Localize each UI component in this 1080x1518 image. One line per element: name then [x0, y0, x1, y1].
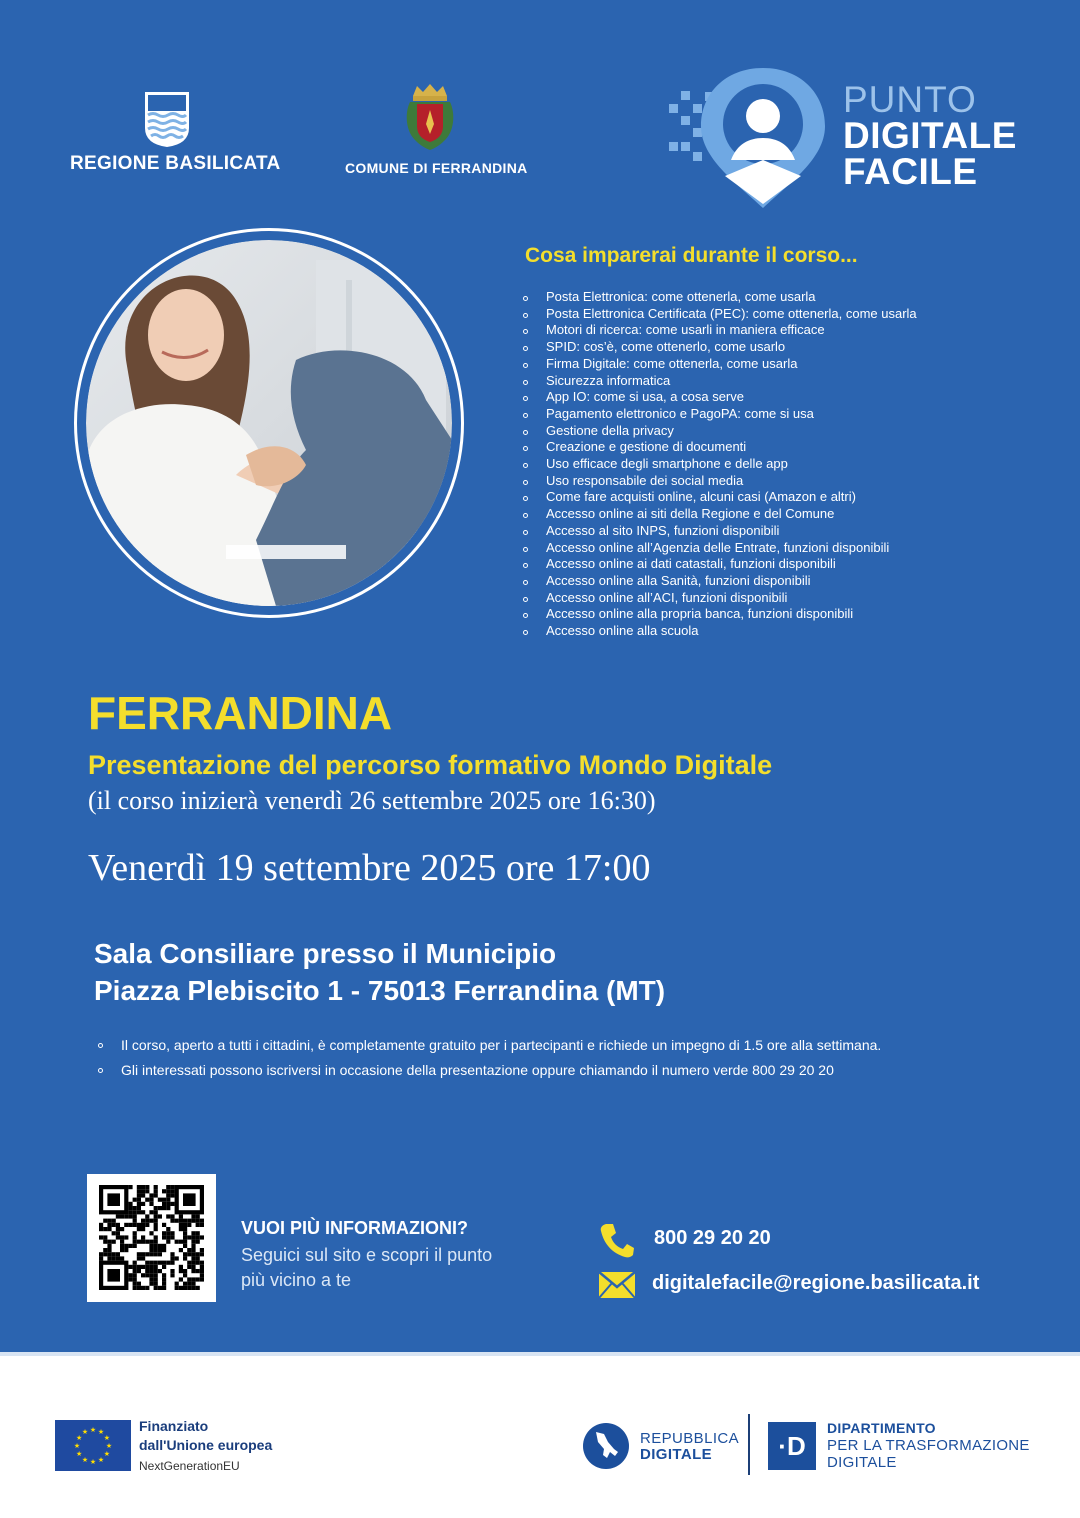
- brand-line-2: DIGITALE: [843, 115, 1017, 156]
- eu-funding-line-1: Finanziato: [139, 1418, 209, 1434]
- city-title: FERRANDINA: [88, 687, 393, 739]
- venue-address: Piazza Plebiscito 1 - 75013 Ferrandina (MT): [94, 975, 666, 1006]
- eu-flag-icon: [55, 1420, 131, 1471]
- course-topic-item: Accesso online alla propria banca, funzioni disponibili: [520, 606, 917, 623]
- repubblica-digitale-line-1: REPUBBLICA: [640, 1430, 740, 1447]
- brand-line-1: PUNTO: [843, 79, 977, 120]
- phone-number[interactable]: 800 29 20 20: [654, 1227, 771, 1249]
- eu-funding-line-3: NextGenerationEU: [139, 1459, 240, 1473]
- course-topic-item: Come fare acquisti online, alcuni casi (Amazon e altri): [520, 489, 917, 506]
- more-info-text: [241, 1243, 492, 1293]
- footer-logo-divider: [748, 1414, 750, 1475]
- eu-star-icon: ★: [97, 1428, 105, 1437]
- more-info-line: più vicino a te: [241, 1270, 352, 1290]
- course-topic-item: Motori di ricerca: come usarli in maniera efficace: [520, 322, 917, 339]
- course-topic-item: Creazione e gestione di documenti: [520, 439, 917, 456]
- qr-code[interactable]: [87, 1174, 216, 1302]
- note-item: Il corso, aperto a tutti i cittadini, è completamente gratuito per i partecipanti e richiede un impegno di 1.5 ore alla settimana.: [95, 1033, 881, 1058]
- course-topic-item: Sicurezza informatica: [520, 373, 917, 390]
- course-start-note: (il corso inizierà venerdì 26 settembre 2025 ore 16:30): [88, 786, 656, 815]
- more-info-line: Seguici sul sito e scopri il punto: [241, 1245, 493, 1265]
- region-label: REGIONE BASILICATA: [70, 153, 281, 174]
- course-topic-item: Firma Digitale: come ottenerla, come usarla: [520, 356, 917, 373]
- woman-fist-bump-photo: [86, 240, 452, 606]
- dtd-line-3: DIGITALE: [827, 1454, 897, 1471]
- course-topic-item: Accesso online ai siti della Regione e del Comune: [520, 506, 917, 523]
- mail-icon: [598, 1271, 636, 1299]
- dtd-logo-icon: [768, 1422, 816, 1470]
- course-topic-item: Accesso al sito INPS, funzioni disponibili: [520, 523, 917, 540]
- event-subtitle: Presentazione del percorso formativo Mondo Digitale: [88, 750, 773, 780]
- eu-star-icon: ★: [105, 1442, 113, 1450]
- punto-digitale-facile-logo: [843, 79, 1017, 192]
- dtd-line-1: DIPARTIMENTO: [827, 1420, 936, 1436]
- course-topic-item: Accesso online ai dati catastali, funzioni disponibili: [520, 556, 917, 573]
- eu-star-icon: ★: [89, 1458, 97, 1466]
- eu-star-icon: ★: [89, 1426, 97, 1434]
- course-topic-item: Posta Elettronica Certificata (PEC): come ottenerla, come usarla: [520, 306, 917, 323]
- eu-star-icon: ★: [81, 1455, 89, 1464]
- repubblica-digitale-line-2: DIGITALE: [640, 1446, 713, 1463]
- dtd-logo-letter: ·D: [778, 1430, 806, 1461]
- course-topics-list: [520, 289, 917, 640]
- course-topic-item: Gestione della privacy: [520, 423, 917, 440]
- course-topic-item: Uso responsabile dei social media: [520, 473, 917, 490]
- course-topic-item: Posta Elettronica: come ottenerla, come usarla: [520, 289, 917, 306]
- eu-star-icon: ★: [103, 1434, 110, 1442]
- event-date: Venerdì 19 settembre 2025 ore 17:00: [88, 847, 651, 889]
- eu-star-icon: ★: [73, 1442, 81, 1450]
- municipality-label: COMUNE DI FERRANDINA: [345, 160, 528, 176]
- event-notes-list: [95, 1033, 881, 1083]
- note-item: Gli interessati possono iscriversi in occasione della presentazione oppure chiamando il numero verde 800 29 20 20: [95, 1058, 881, 1083]
- dtd-line-2: PER LA TRASFORMAZIONE: [827, 1437, 1030, 1454]
- footer-divider-stripe: [0, 1352, 1080, 1356]
- course-topic-item: Accesso online all’Agenzia delle Entrate, funzioni disponibili: [520, 540, 917, 557]
- eu-star-icon: ★: [76, 1434, 83, 1442]
- eu-star-icon: ★: [97, 1455, 105, 1464]
- basilicata-emblem-icon: [143, 90, 191, 148]
- course-topic-item: Accesso online all’ACI, funzioni disponibili: [520, 590, 917, 607]
- location-person-icon: [665, 64, 835, 212]
- course-topic-item: Uso efficace degli smartphone e delle app: [520, 456, 917, 473]
- eu-star-icon: ★: [103, 1450, 110, 1458]
- course-topics-title: Cosa imparerai durante il corso...: [525, 244, 858, 267]
- eu-star-icon: ★: [76, 1450, 83, 1458]
- course-topic-item: Accesso online alla Sanità, funzioni disponibili: [520, 573, 917, 590]
- repubblica-digitale-icon: [582, 1422, 630, 1470]
- course-topic-item: Accesso online alla scuola: [520, 623, 917, 640]
- ferrandina-crest-icon: [405, 82, 455, 152]
- phone-icon: [600, 1222, 634, 1258]
- venue-name: Sala Consiliare presso il Municipio: [94, 938, 557, 969]
- course-topic-item: SPID: cos’è, come ottenerlo, come usarlo: [520, 339, 917, 356]
- eu-funding-line-2: dall'Unione europea: [139, 1437, 273, 1453]
- more-info-title: VUOI PIÙ INFORMAZIONI?: [241, 1218, 468, 1238]
- course-topic-item: App IO: come si usa, a cosa serve: [520, 389, 917, 406]
- brand-line-3: FACILE: [843, 151, 978, 192]
- course-topic-item: Pagamento elettronico e PagoPA: come si usa: [520, 406, 917, 423]
- eu-star-icon: ★: [81, 1428, 89, 1437]
- email-address[interactable]: digitalefacile@regione.basilicata.it: [652, 1272, 980, 1294]
